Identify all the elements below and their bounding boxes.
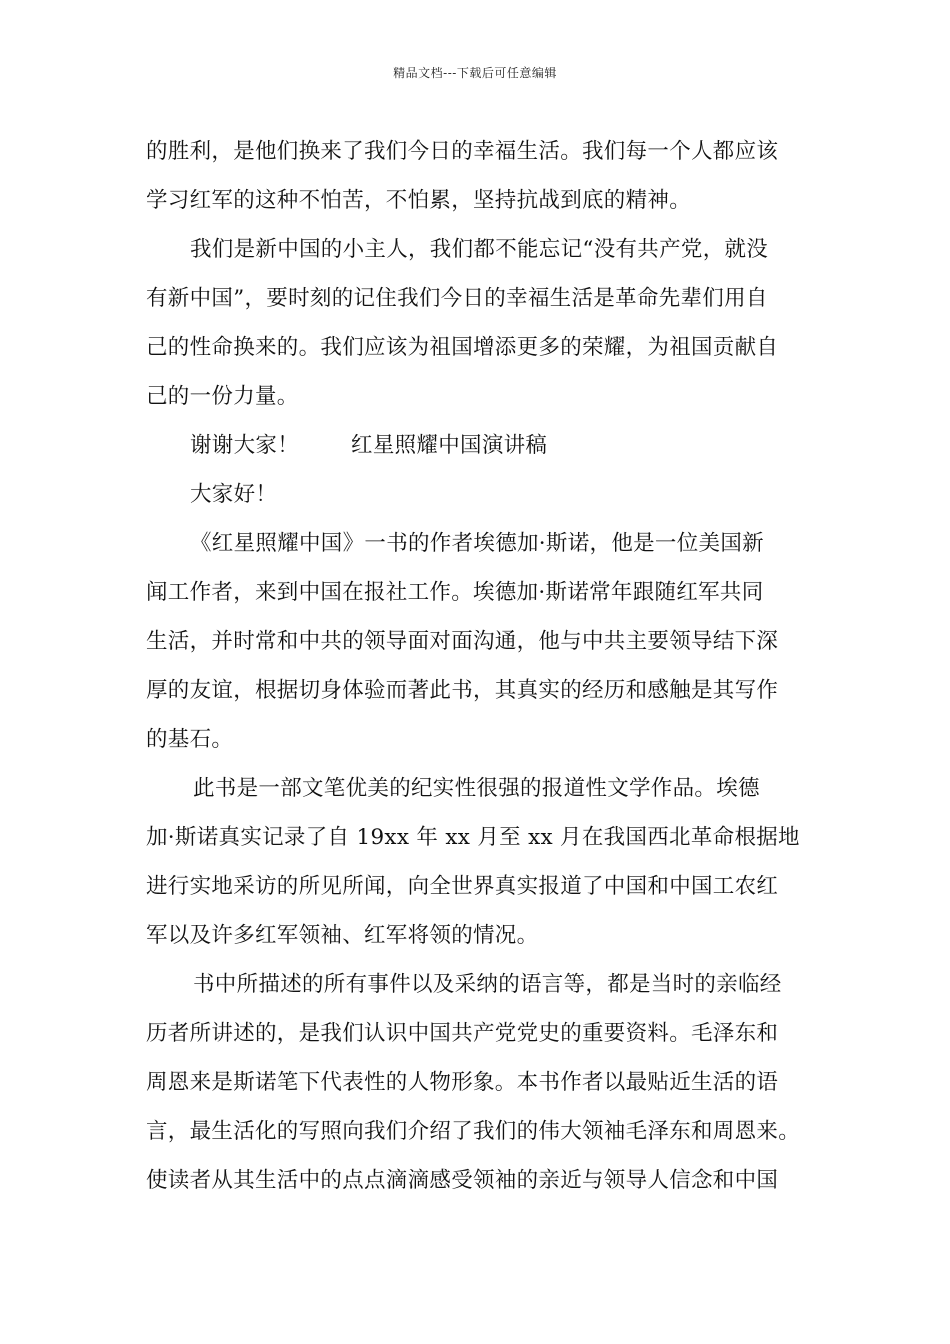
text-line: 军以及许多红军领袖、红军将领的情况。	[146, 923, 539, 948]
text-line: 言，最生活化的写照向我们介绍了我们的伟大领袖毛泽东和周恩来。	[146, 1119, 801, 1144]
text-line: 此书是一部文笔优美的纪实性很强的报道性文学作品。埃德	[193, 776, 760, 801]
text-line: 使读者从其生活中的点点滴滴感受领袖的亲近与领导人信念和中国	[146, 1168, 779, 1193]
text-line: 《红星照耀中国》一书的作者埃德加·斯诺，他是一位美国新	[190, 531, 764, 556]
text-line	[146, 424, 826, 473]
text-line: 生活，并时常和中共的领导面对面沟通，他与中共主要领导结下深	[146, 629, 779, 654]
text-line: 厚的友谊，根据切身体验而著此书，其真实的经历和感触是其写作	[146, 678, 779, 703]
text-line: 学习红军的这种不怕苦，不怕累，坚持抗战到底的精神。	[146, 188, 692, 213]
text-line: 大家好！	[190, 482, 278, 507]
text-line: 有新中国”，要时刻的记住我们今日的幸福生活是革命先辈们用自	[146, 286, 768, 311]
text-line: 我们是新中国的小主人，我们都不能忘记“没有共产党，就没	[190, 237, 769, 262]
text-line: 的胜利，是他们换来了我们今日的幸福生活。我们每一个人都应该	[146, 139, 779, 164]
thanks-text: 谢谢大家！	[190, 433, 300, 458]
text-line: 加·斯诺真实记录了自 19xx 年 xx 月至 xx 月在我国西北革命根据地	[146, 825, 800, 850]
text-line: 书中所描述的所有事件以及采纳的语言等，都是当时的亲临经	[193, 972, 782, 997]
text-line: 历者所讲述的，是我们认识中国共产党党史的重要资料。毛泽东和	[146, 1021, 779, 1046]
text-line: 己的一份力量。	[146, 384, 299, 409]
document-body	[146, 130, 826, 1208]
text-line: 进行实地采访的所见所闻，向全世界真实报道了中国和中国工农红	[146, 874, 779, 899]
text-line: 己的性命换来的。我们应该为祖国增添更多的荣耀，为祖国贡献自	[146, 335, 779, 360]
text-line: 周恩来是斯诺笔下代表性的人物形象。本书作者以最贴近生活的语	[146, 1070, 779, 1095]
text-line: 的基石。	[146, 727, 234, 752]
text-line: 闻工作者，来到中国在报社工作。埃德加·斯诺常年跟随红军共同	[146, 580, 764, 605]
speech-title: 红星照耀中国演讲稿	[351, 433, 548, 458]
page-header: 精品文档---下载后可任意编辑	[393, 66, 557, 80]
